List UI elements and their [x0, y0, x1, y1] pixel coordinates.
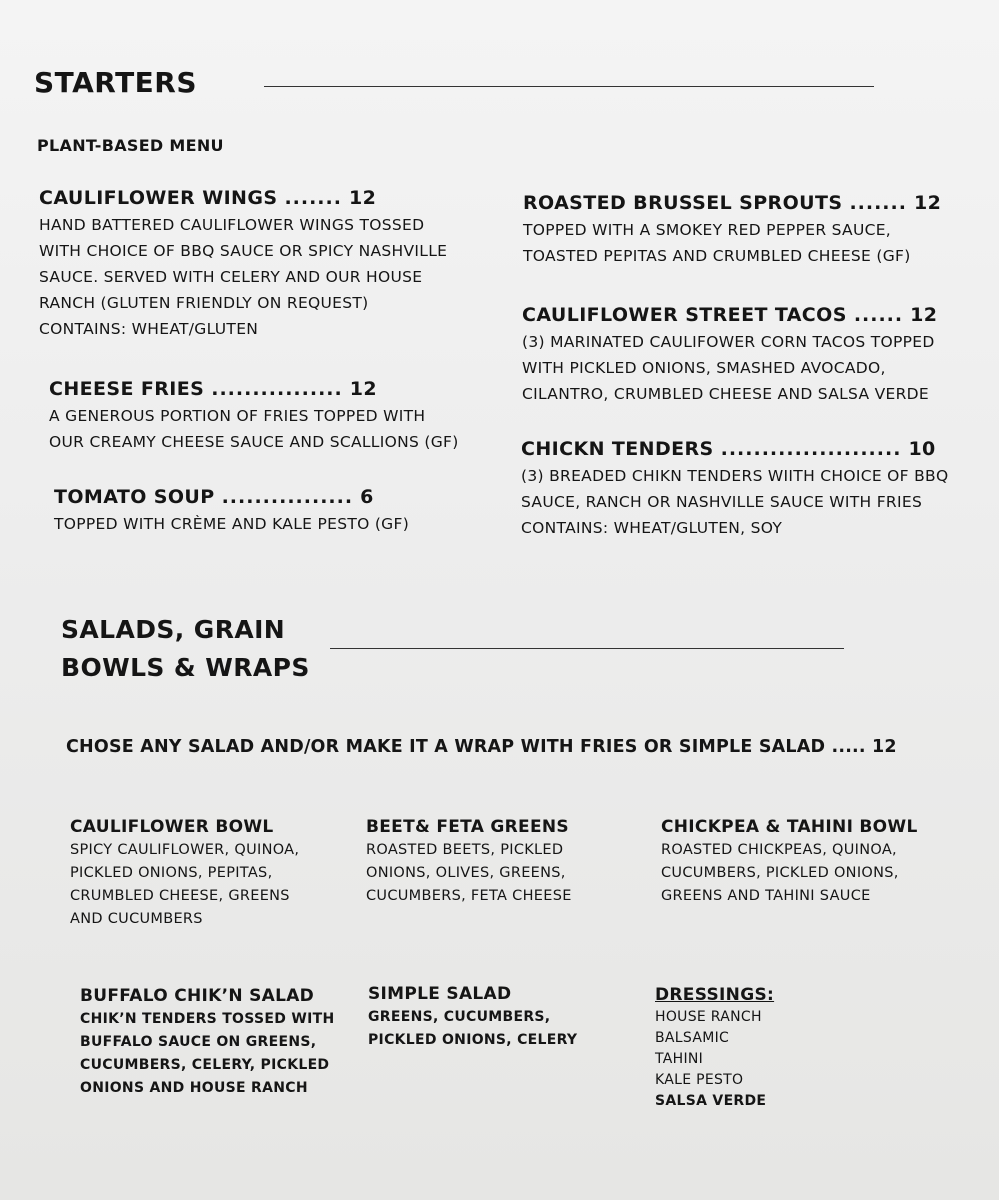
description-line: OUR CREAMY CHEESE SAUCE AND SCALLIONS (GF) [49, 433, 459, 451]
item-name: TOMATO SOUP [54, 486, 215, 508]
dressing-item: HOUSE RANCH [655, 1009, 762, 1025]
description-line: A GENEROUS PORTION OF FRIES TOPPED WITH [49, 407, 426, 425]
salad-simple-salad [368, 982, 577, 1052]
item-dots: ...... [853, 304, 904, 326]
item-description [54, 511, 409, 537]
dressing-item: KALE PESTO [655, 1072, 744, 1088]
starters-heading: STARTERS [34, 66, 198, 99]
item-title [39, 185, 447, 211]
item-dots: ....... [849, 192, 907, 214]
item-name: CAULIFLOWER WINGS [39, 187, 278, 209]
item-dots: ....... [284, 187, 342, 209]
item-name: CHEESE FRIES [49, 378, 205, 400]
dressings-title: DRESSINGS: [655, 985, 775, 1005]
salad-description [368, 1006, 577, 1052]
item-description [523, 217, 941, 269]
description-line: CONTAINS: WHEAT/GLUTEN [39, 320, 259, 338]
description-line: WITH CHOICE OF BBQ SAUCE OR SPICY NASHVILLE [39, 242, 448, 260]
description-line: TOPPED WITH A SMOKEY RED PEPPER SAUCE, [523, 221, 892, 239]
salad-title: BUFFALO CHIK’N SALAD [80, 986, 315, 1006]
salad-chickpea-tahini-bowl [661, 815, 918, 908]
item-title [523, 190, 941, 216]
menu-item-tomato-soup [54, 484, 409, 537]
starters-divider [264, 86, 874, 87]
menu-item-roasted-brussel-sprouts [523, 190, 941, 269]
description-line: AND CUCUMBERS [70, 911, 203, 927]
salads-heading-line: BOWLS & WRAPS [61, 653, 310, 682]
salad-cauliflower-bowl [70, 815, 299, 931]
salads-heading-line: SALADS, GRAIN [61, 615, 286, 644]
salads-heading [61, 611, 310, 687]
salad-title: CAULIFLOWER BOWL [70, 817, 274, 837]
menu-item-cauliflower-wings [39, 185, 447, 342]
item-price: 10 [908, 438, 936, 460]
dressing-item: BALSAMIC [655, 1030, 730, 1046]
description-line: ROASTED CHICKPEAS, QUINOA, [661, 842, 897, 858]
salad-description [661, 839, 918, 908]
salad-description [366, 839, 572, 908]
description-line: GREENS AND TAHINI SAUCE [661, 888, 871, 904]
description-line: TOPPED WITH CRÈME AND KALE PESTO (GF) [54, 515, 410, 533]
item-title [522, 302, 937, 328]
description-line: CUCUMBERS, CELERY, PICKLED [80, 1057, 330, 1073]
item-description [521, 463, 948, 541]
salads-divider [330, 648, 844, 649]
item-title [49, 376, 459, 402]
menu-item-chickn-tenders [521, 436, 948, 541]
item-title [521, 436, 948, 462]
item-price: 12 [913, 192, 942, 214]
menu-item-cauliflower-street-tacos [522, 302, 937, 407]
wrap-promo: CHOSE ANY SALAD AND/OR MAKE IT A WRAP WITH FRIES OR SIMPLE SALAD ..... 12 [66, 737, 897, 757]
item-name: CHICKN TENDERS [521, 438, 714, 460]
description-line: (3) BREADED CHIKN TENDERS WIITH CHOICE OF BBQ [521, 467, 949, 485]
item-dots: ...................... [720, 438, 902, 460]
dressing-item: TAHINI [655, 1051, 704, 1067]
item-name: CAULIFLOWER STREET TACOS [522, 304, 847, 326]
item-description [49, 403, 459, 455]
description-line: CRUMBLED CHEESE, GREENS [70, 888, 290, 904]
description-line: GREENS, CUCUMBERS, [368, 1009, 551, 1025]
description-line: CUCUMBERS, FETA CHEESE [366, 888, 572, 904]
description-line: CONTAINS: WHEAT/GLUTEN, SOY [521, 519, 783, 537]
dressings-list [655, 1007, 774, 1112]
item-price: 12 [910, 304, 938, 326]
description-line: WITH PICKLED ONIONS, SMASHED AVOCADO, [522, 359, 886, 377]
salad-description [70, 839, 299, 931]
item-price: 6 [360, 486, 374, 508]
item-name: ROASTED BRUSSEL SPROUTS [523, 192, 843, 214]
salad-beet-feta-greens [366, 815, 572, 908]
description-line: CUCUMBERS, PICKLED ONIONS, [661, 865, 899, 881]
salad-description [80, 1008, 334, 1100]
description-line: BUFFALO SAUCE ON GREENS, [80, 1034, 317, 1050]
description-line: PICKLED ONIONS, CELERY [368, 1032, 578, 1048]
description-line: SAUCE. SERVED WITH CELERY AND OUR HOUSE [39, 268, 423, 286]
salad-buffalo-chikn [80, 984, 334, 1100]
menu-item-cheese-fries [49, 376, 459, 455]
description-line: CHIK’N TENDERS TOSSED WITH [80, 1011, 335, 1027]
item-description [522, 329, 937, 407]
description-line: ROASTED BEETS, PICKLED [366, 842, 564, 858]
salad-title: CHICKPEA & TAHINI BOWL [661, 817, 918, 837]
item-dots: ................ [211, 378, 343, 400]
dressing-item: SALSA VERDE [655, 1093, 767, 1109]
salad-title: BEET& FETA GREENS [366, 817, 569, 837]
dressings-block [655, 983, 774, 1112]
item-price: 12 [348, 187, 377, 209]
description-line: CILANTRO, CRUMBLED CHEESE AND SALSA VERDE [522, 385, 930, 403]
description-line: SPICY CAULIFLOWER, QUINOA, [70, 842, 300, 858]
description-line: HAND BATTERED CAULIFLOWER WINGS TOSSED [39, 216, 425, 234]
item-description [39, 212, 447, 342]
item-price: 12 [349, 378, 377, 400]
description-line: ONIONS AND HOUSE RANCH [80, 1080, 308, 1096]
description-line: SAUCE, RANCH OR NASHVILLE SAUCE WITH FRIES [521, 493, 923, 511]
description-line: TOASTED PEPITAS AND CRUMBLED CHEESE (GF) [523, 247, 911, 265]
salad-title: SIMPLE SALAD [368, 984, 512, 1004]
description-line: PICKLED ONIONS, PEPITAS, [70, 865, 273, 881]
item-dots: ................ [221, 486, 354, 508]
description-line: ONIONS, OLIVES, GREENS, [366, 865, 566, 881]
item-title [54, 484, 409, 510]
description-line: (3) MARINATED CAULIFOWER CORN TACOS TOPPED [522, 333, 935, 351]
description-line: RANCH (GLUTEN FRIENDLY ON REQUEST) [39, 294, 369, 312]
plant-based-subheading: PLANT-BASED MENU [37, 136, 224, 155]
